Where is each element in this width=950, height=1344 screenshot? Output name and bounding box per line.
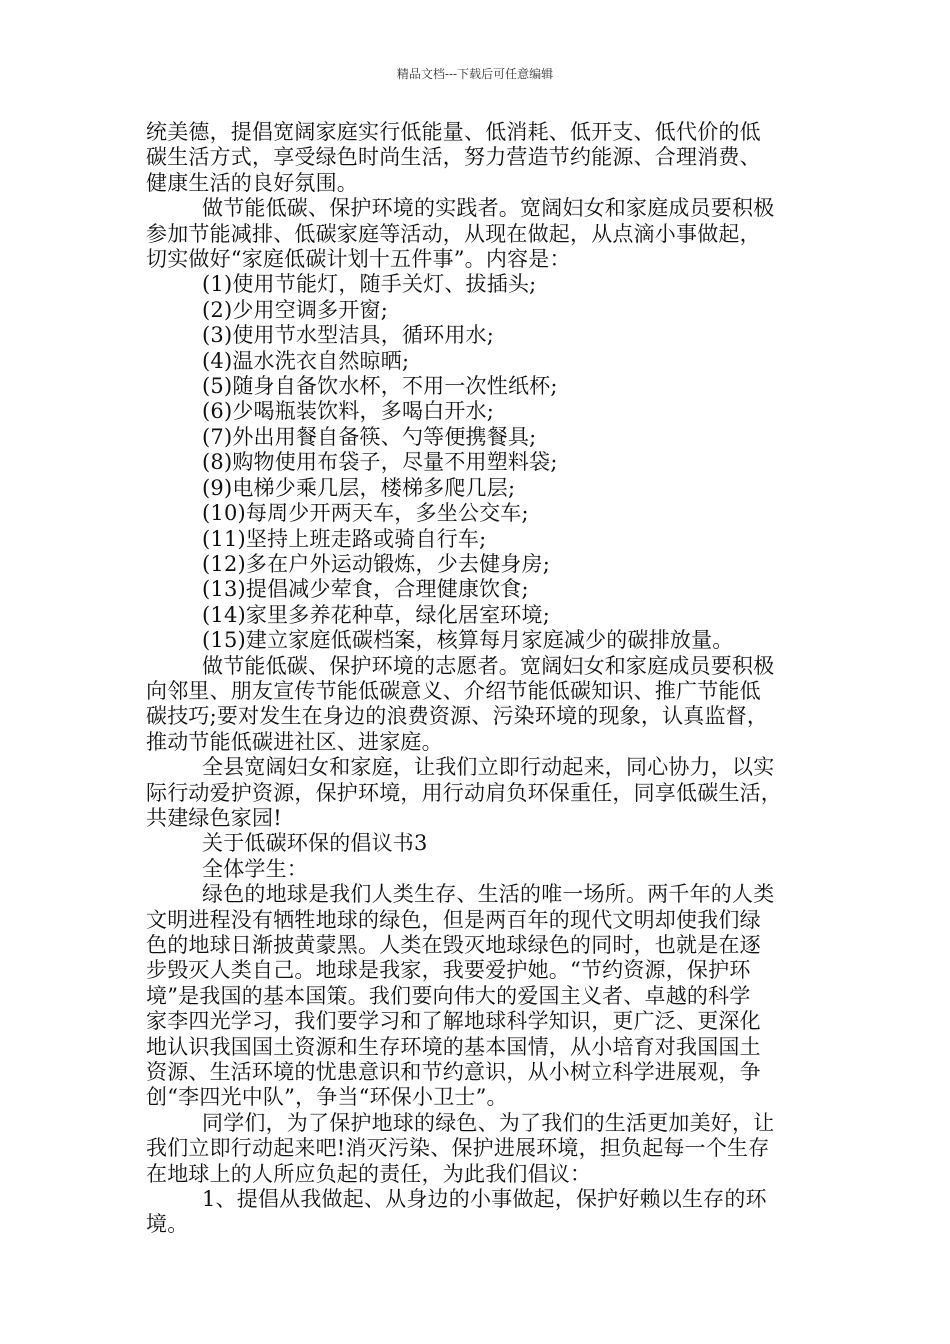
text-line: 创“李四光中队”，争当“环保小卫士”。: [146, 1085, 508, 1110]
text-line: (9)电梯少乘几层，楼梯多爬几层;: [202, 475, 516, 500]
text-line: 在地球上的人所应负起的责任，为此我们倡议：: [146, 1161, 592, 1186]
text-line: 共建绿色家园!: [146, 805, 282, 830]
text-line: 关于低碳环保的倡议书3: [202, 831, 428, 856]
text-line: 地认识我国国土资源和生存环境的基本国情，从小培育对我国国土: [146, 1034, 761, 1059]
text-line: (7)外出用餐自备筷、勺等便携餐具;: [202, 424, 537, 449]
text-line: (11)坚持上班走路或骑自行车;: [202, 526, 487, 551]
text-line: (14)家里多养花种草，绿化居室环境;: [202, 602, 550, 627]
text-line: 步毁灭人类自己。地球是我家，我要爱护她。“节约资源，保护环: [146, 958, 751, 983]
document-body: [146, 120, 826, 1238]
text-line: 做节能低碳、保护环境的志愿者。宽阔妇女和家庭成员要积极: [202, 653, 775, 678]
text-line: 全体学生：: [202, 856, 308, 881]
text-line: (10)每周少开两天车，多坐公交车;: [202, 501, 529, 526]
text-line: 我们立即行动起来吧!消灭污染、保护进展环境，担负起每一个生存: [146, 1136, 770, 1161]
text-line: 同学们，为了保护地球的绿色、为了我们的生活更加美好，让: [202, 1110, 775, 1135]
text-line: 全县宽阔妇女和家庭，让我们立即行动起来，同心协力，以实: [202, 755, 775, 780]
text-line: (1)使用节能灯，随手关灯、拔插头;: [202, 272, 537, 297]
text-line: 1、提倡从我做起、从身边的小事做起，保护好赖以生存的环: [202, 1187, 767, 1212]
page-header: 精品文档---下载后可任意编辑: [396, 67, 554, 81]
text-line: 碳生活方式，享受绿色时尚生活，努力营造节约能源、合理消费、: [146, 145, 761, 170]
text-line: (2)少用空调多开窗;: [202, 297, 389, 322]
text-line: 统美德，提倡宽阔家庭实行低能量、低消耗、低开支、低代价的低: [146, 120, 761, 144]
text-line: 绿色的地球是我们人类生存、生活的唯一场所。两千年的人类: [202, 882, 775, 907]
text-line: 健康生活的良好氛围。: [146, 170, 358, 195]
text-line: 碳技巧;要对发生在身边的浪费资源、污染环境的现象，认真监督，: [146, 704, 769, 729]
text-line: (8)购物使用布袋子，尽量不用塑料袋;: [202, 450, 558, 475]
text-line: (6)少喝瓶装饮料，多喝白开水;: [202, 399, 495, 424]
text-line: 推动节能低碳进社区、进家庭。: [146, 729, 443, 754]
text-line: 色的地球日渐披黄蒙黑。人类在毁灭地球绿色的同时，也就是在逐: [146, 933, 761, 957]
text-line: (13)提倡减少荤食，合理健康饮食;: [202, 577, 529, 602]
text-line: 境”是我国的基本国策。我们要向伟大的爱国主义者、卓越的科学: [146, 983, 751, 1008]
text-line: 切实做好“家庭低碳计划十五件事”。内容是：: [146, 247, 571, 272]
text-line: 资源、生活环境的忧患意识和节约意识，从小树立科学进展观，争: [146, 1060, 761, 1085]
text-line: 境。: [146, 1212, 189, 1237]
text-line: (15)建立家庭低碳档案，核算每月家庭减少的碳排放量。: [202, 628, 734, 653]
text-line: 参加节能减排、低碳家庭等活动，从现在做起，从点滴小事做起，: [146, 221, 761, 246]
text-line: 际行动爱护资源，保护环境，用行动肩负环保重任，同享低碳生活，: [146, 780, 782, 805]
text-line: 家李四光学习，我们要学习和了解地球科学知识，更广泛、更深化: [146, 1009, 761, 1034]
text-line: 向邻里、朋友宣传节能低碳意义、介绍节能低碳知识、推广节能低: [146, 678, 761, 703]
text-line: (5)随身自备饮水杯，不用一次性纸杯;: [202, 374, 558, 399]
text-line: 文明进程没有牺牲地球的绿色，但是两百年的现代文明却使我们绿: [146, 907, 761, 932]
text-line: (3)使用节水型洁具，循环用水;: [202, 323, 495, 348]
text-line: (4)温水洗衣自然晾晒;: [202, 348, 410, 373]
text-line: (12)多在户外运动锻炼，少去健身房;: [202, 551, 550, 576]
text-line: 做节能低碳、保护环境的实践者。宽阔妇女和家庭成员要积极: [202, 196, 775, 221]
